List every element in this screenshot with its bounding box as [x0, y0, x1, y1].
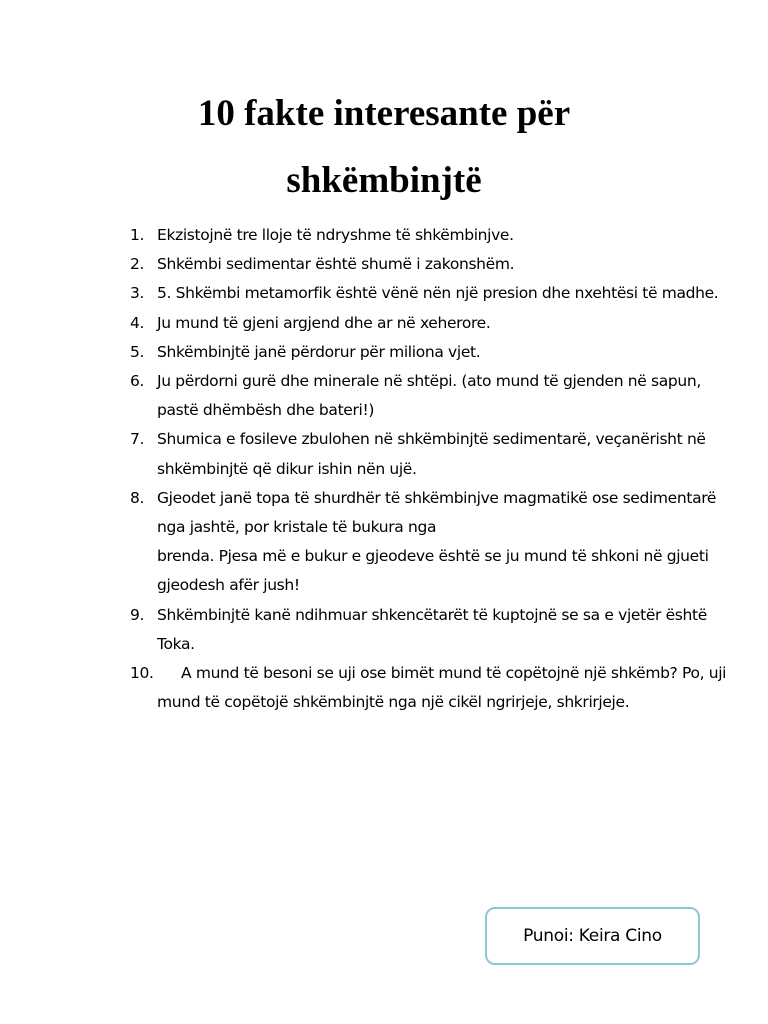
fact-text-continued: brenda. Pjesa më e bukur e gjeodeve është se ju mund të shkoni në gjueti gjeodesh afër jush!	[157, 547, 709, 595]
fact-item-9	[130, 601, 740, 659]
fact-text: Ju mund të gjeni argjend dhe ar në xeherore.	[157, 313, 491, 332]
document-title-line-1: 10 fakte interesante për	[197, 93, 571, 134]
document-title-line-2: shkëmbinjtë	[286, 160, 482, 201]
fact-number: 8.	[130, 488, 145, 507]
fact-item-1	[130, 221, 740, 250]
fact-item-10	[130, 659, 740, 717]
fact-text: A mund të besoni se uji ose bimët mund të copëtojnë një shkëmb? Po, uji mund të copëtojë shkëmbinjtë nga një cikël ngrirjeje, shkrirjeje.	[157, 664, 727, 712]
fact-text: Ekzistojnë tre lloje të ndryshme të shkëmbinjve.	[157, 226, 514, 244]
fact-number: 1.	[130, 226, 145, 244]
fact-number: 9.	[130, 605, 145, 624]
fact-text: 5. Shkëmbi metamorfik është vënë nën një presion dhe nxehtësi të madhe.	[157, 284, 719, 303]
fact-number: 2.	[130, 255, 145, 274]
fact-item-6	[130, 367, 740, 425]
fact-item-5	[130, 338, 740, 367]
fact-item-4	[130, 309, 740, 338]
fact-number: 10.	[130, 664, 154, 683]
fact-number: 5.	[130, 342, 145, 361]
author-box	[485, 907, 700, 965]
fact-text: Shkëmbinjtë janë përdorur për miliona vjet.	[157, 342, 481, 361]
fact-item-2	[130, 250, 740, 279]
fact-text: Shumica e fosileve zbulohen në shkëmbinjtë sedimentarë, veçanërisht në shkëmbinjtë që dikur ishin nën ujë.	[157, 430, 706, 478]
fact-text: Shkëmbi sedimentar është shumë i zakonshëm.	[157, 255, 515, 274]
fact-item-8	[130, 484, 740, 601]
fact-number: 6.	[130, 372, 145, 391]
fact-number: 4.	[130, 313, 145, 332]
fact-text: Gjeodet janë topa të shurdhër të shkëmbinjve magmatikë ose sedimentarë nga jashtë, por kristale të bukura nga	[157, 488, 717, 537]
fact-number: 3.	[130, 284, 145, 303]
fact-item-7	[130, 425, 740, 483]
facts-list	[130, 221, 740, 717]
fact-text: Shkëmbinjtë kanë ndihmuar shkencëtarët të kuptojnë se sa e vjetër është Toka.	[157, 605, 707, 653]
fact-number: 7.	[130, 430, 145, 449]
fact-text: Ju përdorni gurë dhe minerale në shtëpi. (ato mund të gjenden në sapun, pastë dhëmbësh dhe bateri!)	[157, 372, 701, 420]
fact-item-3	[130, 279, 740, 308]
author-label: Punoi: Keira Cino	[523, 926, 662, 946]
